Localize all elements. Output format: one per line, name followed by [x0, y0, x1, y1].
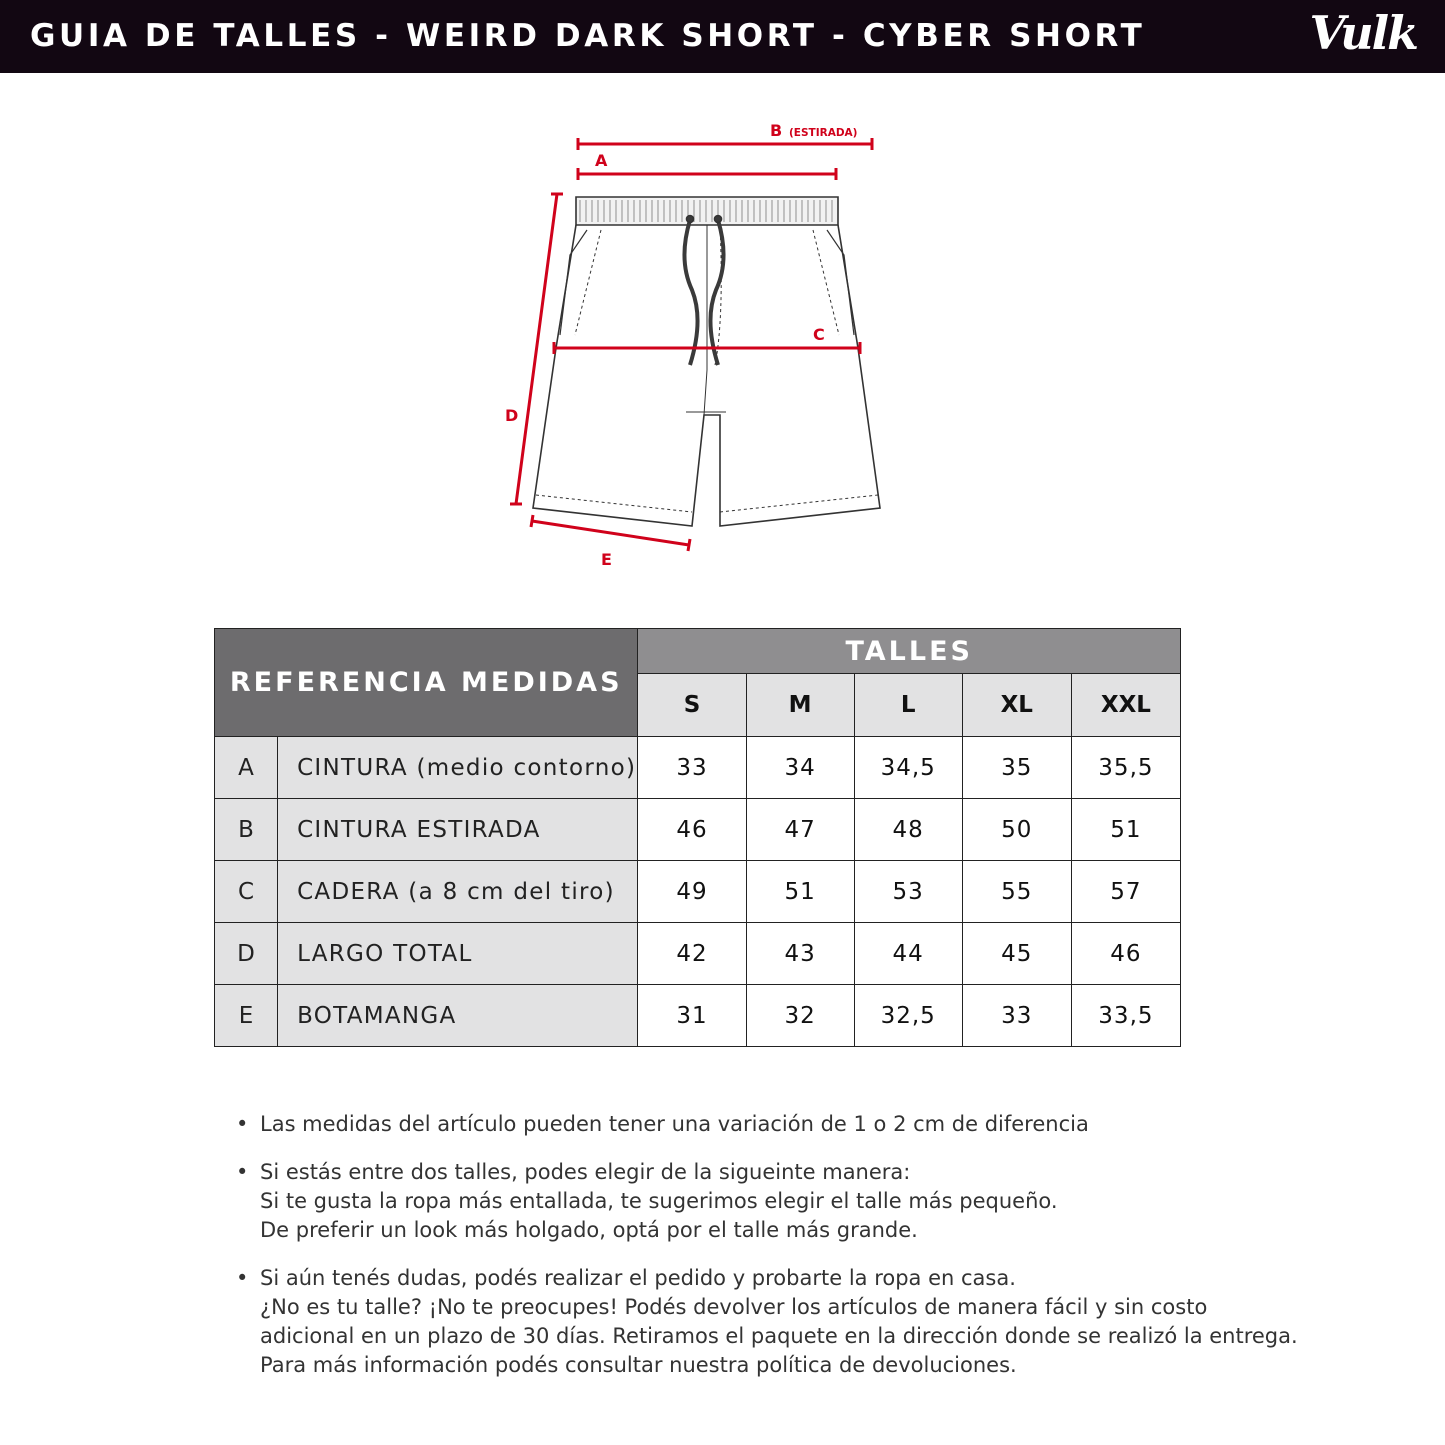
label-b-note: (ESTIRADA) [789, 127, 858, 139]
cell-value: 53 [854, 861, 962, 923]
row-letter: C [215, 861, 278, 923]
note-line: Si aún tenés dudas, podés realizar el pedido y probarte la ropa en casa. [260, 1266, 1016, 1290]
cell-value: 34,5 [854, 737, 962, 799]
cell-value: 51 [1071, 799, 1180, 861]
cell-value: 42 [638, 923, 746, 985]
table-row [215, 799, 1181, 861]
cell-value: 49 [638, 861, 746, 923]
size-header-l: L [854, 674, 962, 737]
cell-value: 33 [962, 985, 1071, 1047]
table-row [215, 861, 1181, 923]
cell-value: 35 [962, 737, 1071, 799]
row-letter: B [215, 799, 278, 861]
cell-value: 32 [746, 985, 854, 1047]
row-label: LARGO TOTAL [278, 923, 638, 985]
row-letter: A [215, 737, 278, 799]
sizes-header: TALLES [638, 629, 1181, 674]
bullet: • [236, 1112, 249, 1136]
note-line: Si estás entre dos talles, podes elegir de la sigueinte manera: [260, 1160, 911, 1184]
row-label: CINTURA (medio contorno) [278, 737, 638, 799]
size-header-s: S [638, 674, 746, 737]
brand-logo: Vulk [1309, 6, 1417, 60]
header-bar [0, 0, 1445, 73]
cell-value: 50 [962, 799, 1071, 861]
size-table [214, 628, 1181, 1047]
cell-value: 34 [746, 737, 854, 799]
size-header-xxl: XXL [1071, 674, 1180, 737]
cell-value: 45 [962, 923, 1071, 985]
cell-value: 31 [638, 985, 746, 1047]
label-b: B [770, 121, 783, 140]
cell-value: 46 [1071, 923, 1180, 985]
table-row [215, 923, 1181, 985]
bullet: • [236, 1266, 249, 1290]
note-line: Las medidas del artículo pueden tener una variación de 1 o 2 cm de diferencia [260, 1112, 1089, 1136]
label-c: C [813, 325, 825, 344]
note-line: De preferir un look más holgado, optá por el talle más grande. [260, 1218, 918, 1242]
cell-value: 55 [962, 861, 1071, 923]
cell-value: 47 [746, 799, 854, 861]
label-e: E [601, 550, 612, 569]
bullet: • [236, 1160, 249, 1184]
cell-value: 35,5 [1071, 737, 1180, 799]
shorts-diagram [0, 73, 1445, 613]
measure-line-e [531, 515, 690, 551]
cell-value: 33 [638, 737, 746, 799]
cell-value: 48 [854, 799, 962, 861]
shorts-illustration [533, 197, 880, 526]
table-row [215, 737, 1181, 799]
row-label: BOTAMANGA [278, 985, 638, 1047]
row-letter: E [215, 985, 278, 1047]
page-title: GUIA DE TALLES - WEIRD DARK SHORT - CYBER SHORT [30, 18, 1146, 54]
cell-value: 46 [638, 799, 746, 861]
cell-value: 44 [854, 923, 962, 985]
cell-value: 33,5 [1071, 985, 1180, 1047]
note-item [236, 1264, 1376, 1380]
note-item [236, 1158, 1376, 1245]
note-line: Para más información podés consultar nuestra política de devoluciones. [260, 1353, 1017, 1377]
table-row [215, 985, 1181, 1047]
size-header-m: M [746, 674, 854, 737]
measure-line-a [578, 168, 836, 180]
cell-value: 32,5 [854, 985, 962, 1047]
note-line: ¿No es tu talle? ¡No te preocupes! Podés devolver los artículos de manera fácil y sin costo [260, 1295, 1208, 1319]
size-header-xl: XL [962, 674, 1071, 737]
label-d: D [505, 406, 519, 425]
reference-header: REFERENCIA MEDIDAS [215, 629, 638, 737]
note-line: adicional en un plazo de 30 días. Retiramos el paquete en la dirección donde se realizó la entrega. [260, 1324, 1298, 1348]
cell-value: 43 [746, 923, 854, 985]
label-a: A [595, 151, 608, 170]
measure-line-b [578, 138, 872, 150]
cell-value: 57 [1071, 861, 1180, 923]
note-item [236, 1110, 1376, 1139]
note-line: Si te gusta la ropa más entallada, te sugerimos elegir el talle más pequeño. [260, 1189, 1058, 1213]
row-label: CINTURA ESTIRADA [278, 799, 638, 861]
notes-list [236, 1110, 1376, 1399]
row-label: CADERA (a 8 cm del tiro) [278, 861, 638, 923]
row-letter: D [215, 923, 278, 985]
cell-value: 51 [746, 861, 854, 923]
